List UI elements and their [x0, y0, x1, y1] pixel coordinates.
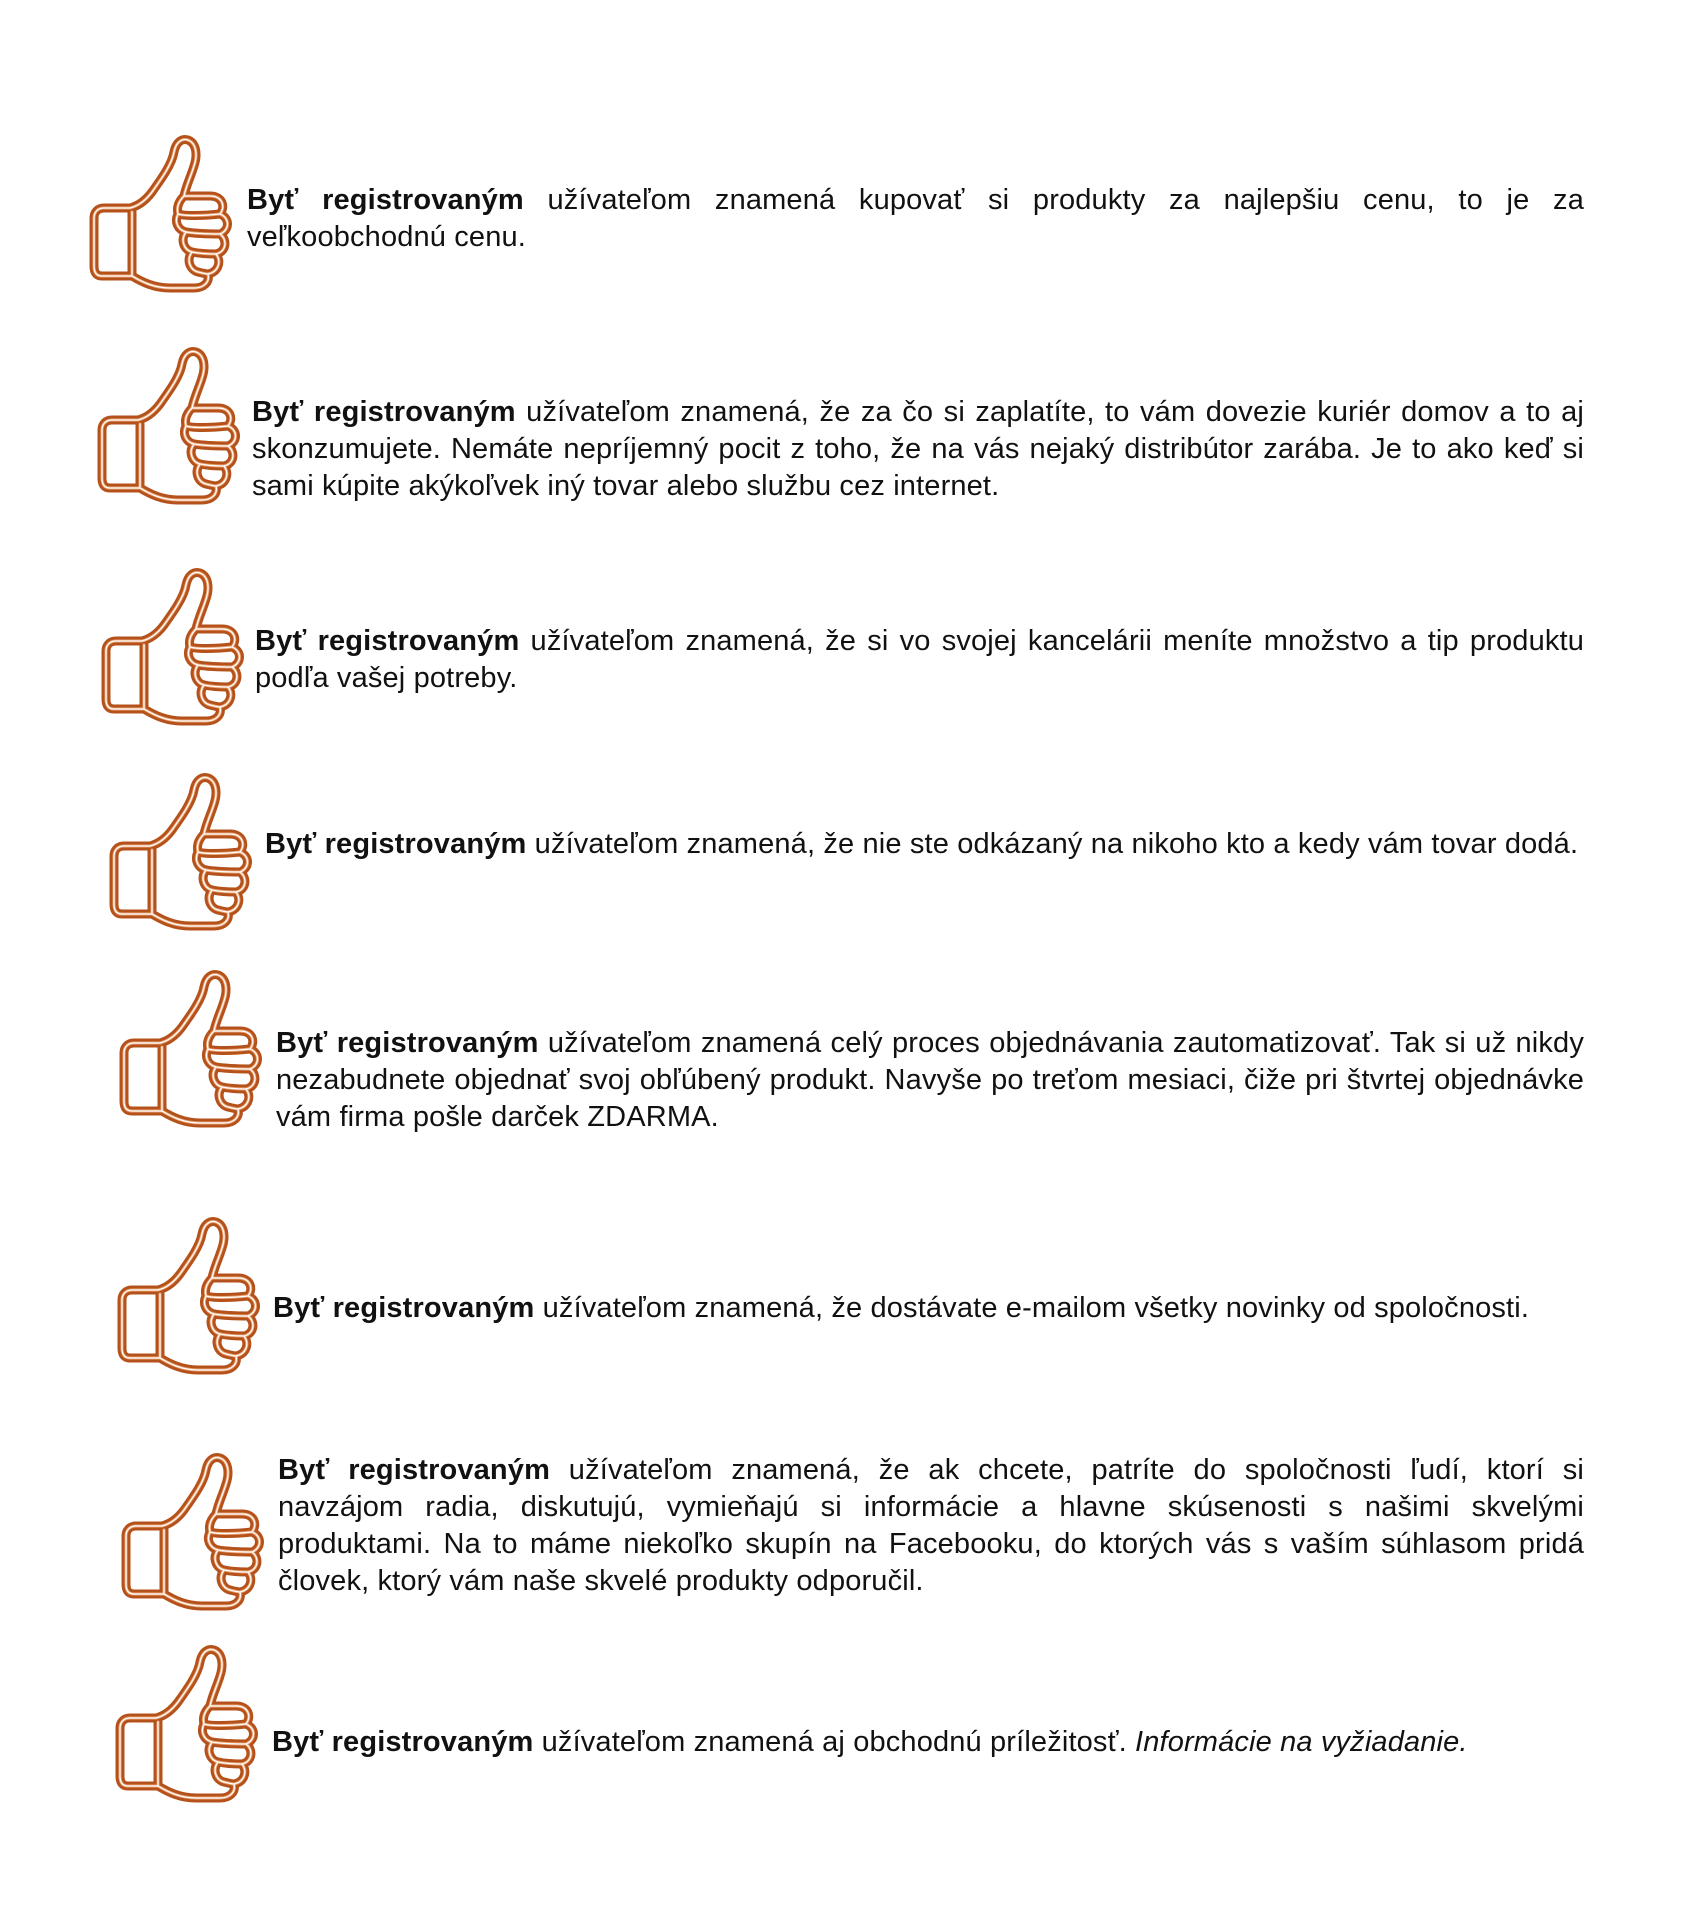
thumbs-up-icon: [88, 130, 238, 295]
benefit-body: užívateľom znamená, že nie ste odkázaný na nikoho kto a kedy vám tovar dodá.: [526, 828, 1579, 860]
benefit-body: užívateľom znamená, že ak chcete, patríte do spoločnosti ľudí, ktorí si navzájom radia, diskutujú, vymieňajú si informácie a hlavne skúsenosti s našimi skvelými produktami. Na to máme niekoľko skupín na Facebooku, do ktorých vás s vaším súhlasom pridá človek, ktorý vám naše skvelé produkty odporučil.: [278, 1454, 1584, 1597]
benefit-body: užívateľom znamená, že za čo si zaplatíte, to vám dovezie kuriér domov a to aj skonzumujete. Nemáte nepríjemný pocit z toho, že na vás nejaký distribútor zarába. Je to ako keď si sami kúpite akýkoľvek iný tovar alebo službu cez internet.: [252, 396, 1584, 502]
benefit-lead: Byť registrovaným: [273, 1292, 535, 1324]
benefit-text: [265, 826, 1584, 863]
benefit-body: užívateľom znamená, že si vo svojej kancelárii meníte množstvo a tip produktu podľa vašej potreby.: [255, 625, 1584, 694]
benefit-lead: Byť registrovaným: [252, 396, 516, 428]
thumbs-up-icon: [108, 768, 258, 933]
benefit-body: užívateľom znamená celý proces objednávania zautomatizovať. Tak si už nikdy nezabudnete objednať svoj obľúbený produkt. Navyše po treťom mesiaci, čiže pri štvrtej objednávke vám firma pošle darček ZDARMA.: [276, 1027, 1584, 1133]
benefit-text: [247, 182, 1584, 256]
benefit-body: užívateľom znamená aj obchodnú príležitosť.: [533, 1726, 1136, 1758]
benefit-text: [276, 1025, 1584, 1136]
thumbs-up-icon: [100, 563, 250, 728]
benefit-lead: Byť registrovaným: [255, 625, 520, 657]
thumbs-up-icon: [96, 342, 246, 507]
benefit-note: Informácie na vyžiadanie.: [1135, 1726, 1468, 1758]
benefit-text: [272, 1724, 1584, 1761]
benefit-lead: Byť registrovaným: [276, 1027, 539, 1059]
thumbs-up-icon: [120, 1448, 270, 1613]
benefit-body: užívateľom znamená, že dostávate e-mailom všetky novinky od spoločnosti.: [534, 1292, 1530, 1324]
benefit-lead: Byť registrovaným: [278, 1454, 551, 1486]
benefit-text: [273, 1290, 1584, 1327]
thumbs-up-icon: [114, 1640, 264, 1805]
benefit-body: užívateľom znamená kupovať si produkty za najlepšiu cenu, to je za veľkoobchodnú cenu.: [247, 184, 1584, 253]
benefit-text: [278, 1452, 1584, 1600]
benefit-text: [255, 623, 1584, 697]
benefit-lead: Byť registrovaným: [272, 1726, 534, 1758]
benefit-lead: Byť registrovaným: [247, 184, 524, 216]
benefit-lead: Byť registrovaným: [265, 828, 527, 860]
thumbs-up-icon: [118, 965, 268, 1130]
benefit-text: [252, 394, 1584, 505]
thumbs-up-icon: [116, 1212, 266, 1377]
